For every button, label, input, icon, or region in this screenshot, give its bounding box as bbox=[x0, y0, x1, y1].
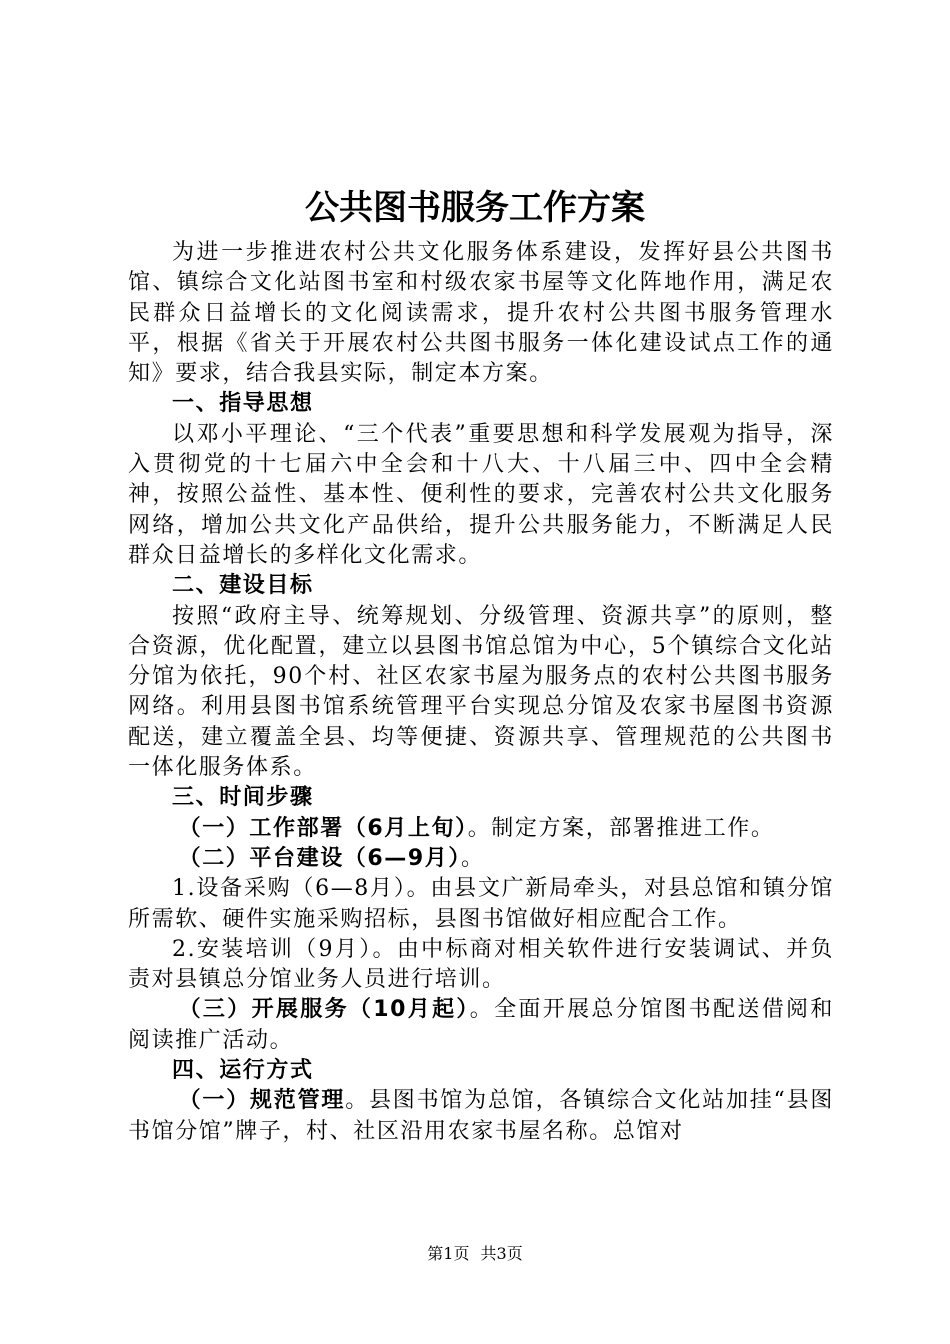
page-footer bbox=[0, 1244, 950, 1264]
step-platform-construction-title: （二）平台建设（6—9月） bbox=[178, 845, 462, 871]
step-standard-management bbox=[128, 1086, 834, 1147]
document-body bbox=[128, 238, 834, 1147]
step-work-deployment-text: 。制定方案，部署推进工作。 bbox=[467, 815, 775, 841]
page-number: 第1页 bbox=[427, 1244, 470, 1263]
step-launch-service-title: （三）开展服务（10月起） bbox=[178, 997, 470, 1023]
page-total: 共3页 bbox=[480, 1244, 523, 1263]
item-equipment-procurement: 1.设备采购（6—8月）。由县文广新局牵头，对县总馆和镇分馆所需软、硬件实施采购招标，县图书馆做好相应配合工作。 bbox=[128, 876, 834, 932]
step-platform-construction-text: 。 bbox=[461, 845, 485, 871]
section-text-construction-goals: 按照“政府主导、统筹规划、分级管理、资源共享”的原则，整合资源，优化配置，建立以县图书馆总馆为中心，5个镇综合文化站分馆为依托，90个村、社区农家书屋为服务点的农村公共图书服务网络。利用县图书馆系统管理平台实现总分馆及农家书屋图书资源配送，建立覆盖全县、均等便捷、资源共享、管理规范的公共图书一体化服务体系。 bbox=[128, 603, 834, 781]
step-standard-management-title: （一）规范管理 bbox=[178, 1088, 346, 1114]
step-platform-construction bbox=[128, 844, 834, 874]
step-launch-service bbox=[128, 995, 834, 1056]
intro-paragraph: 为进一步推进农村公共文化服务体系建设，发挥好县公共图书馆、镇综合文化站图书室和村级农家书屋等文化阵地作用，满足农民群众日益增长的文化阅读需求，提升农村公共图书服务管理水平，根据《省关于开展农村公共图书服务一体化建设试点工作的通知》要求，结合我县实际，制定本方案。 bbox=[128, 240, 834, 387]
section-heading-time-steps: 三、时间步骤 bbox=[172, 785, 314, 811]
step-work-deployment-title: （一）工作部署（6月上旬） bbox=[178, 815, 468, 841]
step-standard-management-text: 。县图书馆为总馆，各镇综合文化站加挂“县图书馆分馆”牌子，村、社区沿用农家书屋名称。总馆对 bbox=[128, 1088, 834, 1144]
item-installation-training: 2.安装培训（9月）。由中标商对相关软件进行安装调试、并负责对县镇总分馆业务人员进行培训。 bbox=[128, 936, 834, 993]
section-heading-operation-mode: 四、运行方式 bbox=[172, 1058, 314, 1084]
step-launch-service-text: 。全面开展总分馆图书配送借阅和阅读推广活动。 bbox=[128, 997, 834, 1053]
section-heading-guiding-ideology: 一、指导思想 bbox=[172, 391, 314, 417]
document-title: 公共图书服务工作方案 bbox=[305, 188, 645, 228]
step-work-deployment bbox=[128, 814, 834, 844]
section-text-guiding-ideology: 以邓小平理论、“三个代表”重要思想和科学发展观为指导，深入贯彻党的十七届六中全会和十八大、十八届三中、四中全会精神，按照公益性、基本性、便利性的要求，完善农村公共文化服务网络，增加公共文化产品供给，提升公共服务能力，不断满足人民群众日益增长的多样化文化需求。 bbox=[128, 421, 834, 568]
section-heading-construction-goals: 二、建设目标 bbox=[172, 573, 314, 599]
